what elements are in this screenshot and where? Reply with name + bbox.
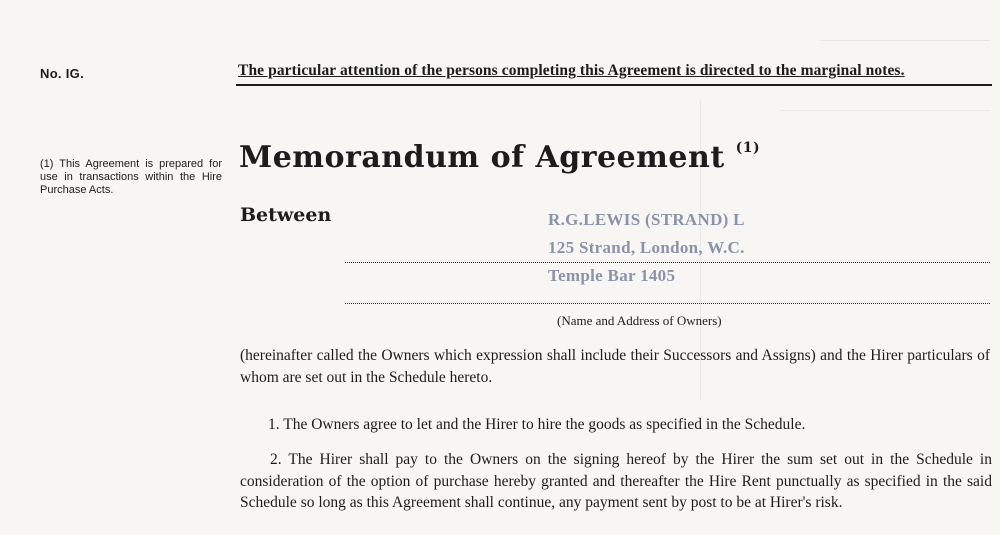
- owner-rubber-stamp: [548, 206, 745, 290]
- owner-name-line-2: [345, 303, 990, 304]
- clause-2: [240, 449, 992, 514]
- stamp-line-company: R.G.LEWIS (STRAND) L: [548, 210, 745, 229]
- stamp-line-phone: Temple Bar 1405: [548, 266, 676, 285]
- intro-paragraph: (hereinafter called the Owners which expression shall include their Successors and Assigns) and the Hirer particulars of whom are set out in the Schedule hereto.: [240, 347, 990, 386]
- document-title: [239, 140, 760, 175]
- reverse-side-bleed-through: [780, 110, 990, 112]
- stamp-line-address: 125 Strand, London, W.C.: [548, 238, 745, 257]
- form-number: No. IG.: [40, 66, 84, 81]
- between-label: Between: [240, 204, 332, 226]
- title-footnote-marker: (1): [735, 140, 761, 156]
- clause-1: [268, 414, 988, 436]
- title-text: Memorandum of Agreement: [239, 140, 725, 175]
- owners-caption: (Name and Address of Owners): [557, 313, 722, 328]
- margin-note: (1) This Agreement is prepared for use in transactions within the Hire Purchase Acts.: [40, 158, 222, 196]
- header-rule: [236, 84, 992, 86]
- clause-1-text: The Owners agree to let and the Hirer to hire the goods as specified in the Schedule.: [283, 416, 806, 433]
- clause-1-number: 1.: [268, 416, 280, 433]
- clause-2-text: The Hirer shall pay to the Owners on the signing hereof by the Hirer the sum set out in the Schedule in consideration of the option of purchase hereby granted and thereafter the Hire Rent punctually as specified in the said Schedule so long as this Agreement shall continue, any payment sent by post to be at Hirer's risk.: [240, 451, 992, 511]
- clause-2-number: 2.: [270, 451, 282, 468]
- attention-notice: The particular attention of the persons completing this Agreement is directed to the marginal notes.: [238, 62, 905, 79]
